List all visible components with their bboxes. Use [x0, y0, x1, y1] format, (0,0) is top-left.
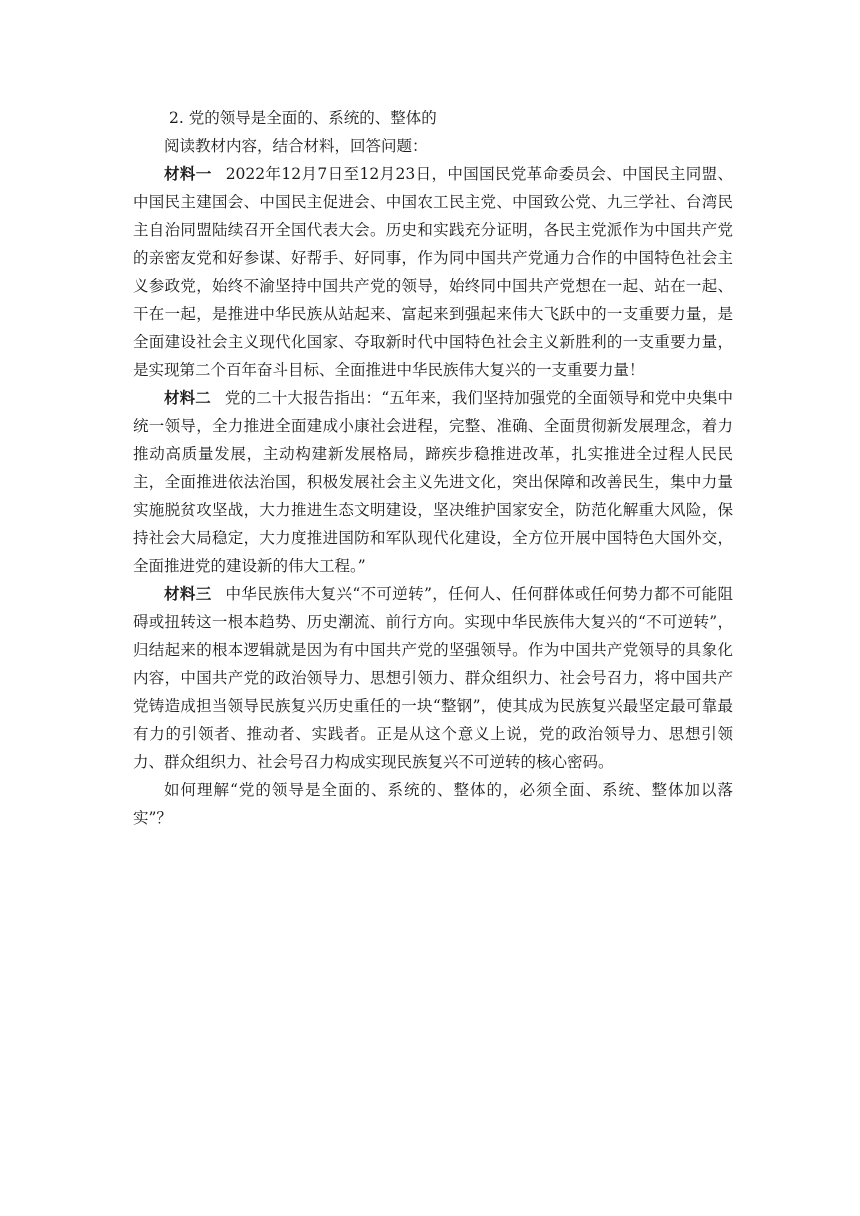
question-text: 如何理解“党的领导是全面的、系统的、整体的，必须全面、系统、整体加以落实”？ — [133, 781, 733, 827]
material-1-text: 2022年12月7日至12月23日，中国国民党革命委员会、中国民主同盟、中国民主建国会、中国民主促进会、中国农工民主党、中国致公党、九三学社、台湾民主自治同盟陆续召开全国代表大会。历史和实践充分证明，各民主党派作为中国共产党的亲密友党和好参谋、好帮手、好同事，作为同中国共产党通力合作的中国特色社会主义参政党，始终不渝坚持中国共产党的领导，始终同中国共产党想在一起、站在一起、干在一起，是推进中华民族从站起来、富起来到强起来伟大飞跃中的一支重要力量，是全面建设社会主义现代化国家、夺取新时代中国特色社会主义新胜利的一支重要力量，是实现第二个百年奋斗目标、全面推进中华民族伟大复兴的一支重要力量！ — [133, 165, 733, 379]
section-heading: 2. 党的领导是全面的、系统的、整体的 — [169, 109, 437, 127]
material-2-label: 材料二 — [164, 389, 211, 407]
material-1-label: 材料一 — [164, 165, 212, 183]
instruction-text: 阅读教材内容，结合材料，回答问题： — [164, 137, 428, 155]
material-1 — [133, 160, 733, 384]
material-2 — [133, 384, 733, 580]
material-3 — [133, 580, 733, 776]
document-page — [133, 104, 733, 832]
material-3-label: 材料三 — [164, 585, 212, 603]
material-3-text: 中华民族伟大复兴“不可逆转”，任何人、任何群体或任何势力都不可能阻碍或扭转这一根本趋势、历史潮流、前行方向。实现中华民族伟大复兴的“不可逆转”，归结起来的根本逻辑就是因为有中国共产党的坚强领导。作为中国共产党领导的具象化内容，中国共产党的政治领导力、思想引领力、群众组织力、社会号召力，将中国共产党铸造成担当领导民族复兴历史重任的一块“整钢”，使其成为民族复兴最坚定最可靠最有力的引领者、推动者、实践者。正是从这个意义上说，党的政治领导力、思想引领力、群众组织力、社会号召力构成实现民族复兴不可逆转的核心密码。 — [133, 585, 733, 771]
material-2-text: 党的二十大报告指出：“五年来，我们坚持加强党的全面领导和党中央集中统一领导，全力推进全面建成小康社会进程，完整、准确、全面贯彻新发展理念，着力推动高质量发展，主动构建新发展格局，蹄疾步稳推进改革，扎实推进全过程人民民主，全面推进依法治国，积极发展社会主义先进文化，突出保障和改善民生，集中力量实施脱贫攻坚战，大力推进生态文明建设，坚决维护国家安全，防范化解重大风险，保持社会大局稳定，大力度推进国防和军队现代化建设，全方位开展中国特色大国外交，全面推进党的建设新的伟大工程。” — [133, 389, 733, 575]
